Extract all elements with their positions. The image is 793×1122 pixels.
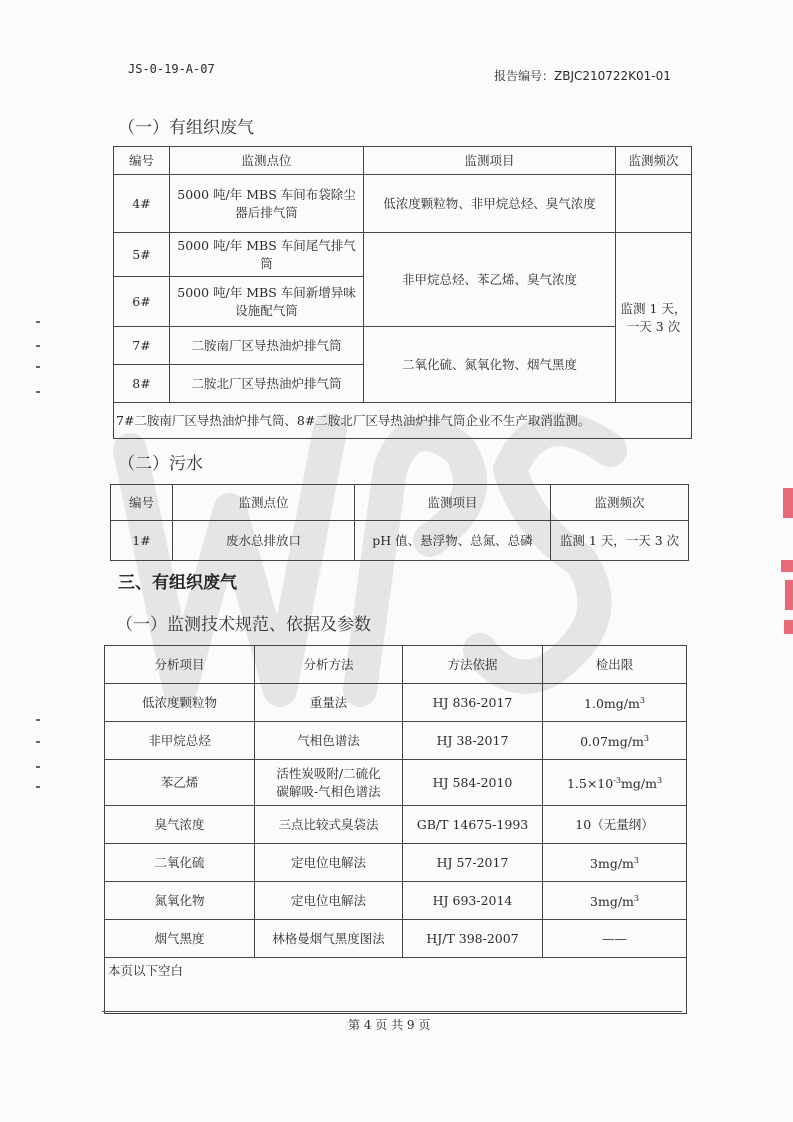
row-items: 低浓度颗粒物、非甲烷总烃、臭气浓度 — [364, 175, 616, 233]
report-number: 报告编号：ZBJC210722K01-01 — [494, 69, 671, 83]
row-basis: HJ 57-2017 — [403, 844, 543, 882]
row-item: 氮氧化物 — [105, 882, 255, 920]
scan-mark — [36, 741, 40, 743]
row-location: 5000 吨/年 MBS 车间尾气排气筒 — [170, 233, 364, 277]
row-id: 4# — [114, 175, 170, 233]
row-method: 活性炭吸附/二硫化碳解吸-气相色谱法 — [255, 760, 403, 806]
row-items: pH 值、悬浮物、总氮、总磷 — [355, 521, 551, 561]
table-row — [105, 882, 687, 920]
page-number: 第 4 页 共 9 页 — [348, 1018, 431, 1032]
row-limit — [543, 882, 687, 920]
row-basis: HJ 693-2014 — [403, 882, 543, 920]
scan-mark — [36, 719, 40, 721]
col-header-method: 分析方法 — [255, 646, 403, 684]
section-title-three: 三、有组织废气 — [118, 573, 237, 593]
stamp-fragment — [783, 488, 793, 518]
table-row — [105, 760, 687, 806]
col-header-items: 监测项目 — [364, 147, 616, 175]
doc-code: JS-0-19-A-07 — [128, 62, 215, 76]
row-method: 定电位电解法 — [255, 844, 403, 882]
stamp-fragment — [781, 560, 793, 572]
section-subtitle-params: （一）监测技术规范、依据及参数 — [116, 615, 371, 635]
frequency-line1: 监测 1 天， — [620, 300, 687, 316]
row-frequency: 监测 1 天，一天 3 次 — [551, 521, 689, 561]
limit-value: 3mg/m — [590, 856, 634, 872]
col-header-location: 监测点位 — [170, 147, 364, 175]
analysis-params-table — [104, 645, 687, 1014]
scan-mark — [36, 391, 40, 393]
row-id: 7# — [114, 327, 170, 365]
row-limit — [543, 722, 687, 760]
limit-value: 3mg/m — [590, 894, 634, 910]
limit-unit-exp: 3 — [643, 733, 649, 743]
row-item: 烟气黑度 — [105, 920, 255, 958]
table-row — [114, 327, 692, 365]
row-method: 定电位电解法 — [255, 882, 403, 920]
limit-unit-exp: 3 — [633, 855, 639, 865]
limit-unit-exp: 3 — [656, 775, 663, 785]
row-location: 5000 吨/年 MBS 车间新增异味设施配气筒 — [170, 277, 364, 327]
row-location: 二胺南厂区导热油炉排气筒 — [170, 327, 364, 365]
wastewater-table — [110, 484, 689, 561]
row-item: 二氧化硫 — [105, 844, 255, 882]
row-id: 5# — [114, 233, 170, 277]
row-id: 1# — [111, 521, 173, 561]
table-row — [105, 920, 687, 958]
row-basis: GB/T 14675-1993 — [403, 806, 543, 844]
row-items: 二氧化硫、氮氧化物、烟气黑度 — [364, 327, 616, 403]
limit-value: 1.5×10 — [566, 776, 614, 792]
table-note: 7#二胺南厂区导热油炉排气筒、8#二胺北厂区导热油炉排气筒企业不生产取消监测。 — [114, 403, 692, 439]
row-method: 三点比较式臭袋法 — [255, 806, 403, 844]
row-limit — [543, 684, 687, 722]
section-title-organized-gas: （一）有组织废气 — [118, 118, 254, 138]
col-header-items: 监测项目 — [355, 485, 551, 521]
row-item: 非甲烷总烃 — [105, 722, 255, 760]
limit-value: 0.07mg/m — [580, 734, 644, 750]
table-header-row — [105, 646, 687, 684]
scan-mark — [36, 366, 40, 368]
row-item: 苯乙烯 — [105, 760, 255, 806]
row-item: 臭气浓度 — [105, 806, 255, 844]
row-limit — [543, 844, 687, 882]
limit-unit: mg/m — [621, 776, 657, 792]
scan-mark — [36, 766, 40, 768]
limit-unit-exp: 3 — [633, 893, 639, 903]
table-row — [114, 175, 692, 233]
row-limit: 10（无量纲） — [543, 806, 687, 844]
table-note-row — [114, 403, 692, 439]
scan-mark — [36, 345, 40, 347]
table-row — [105, 844, 687, 882]
row-basis: HJ/T 398-2007 — [403, 920, 543, 958]
table-header-row — [114, 147, 692, 175]
limit-unit-exp: 3 — [639, 695, 645, 705]
stamp-fragment — [785, 580, 793, 610]
row-method: 林格曼烟气黑度图法 — [255, 920, 403, 958]
limit-value: 1.0mg/m — [584, 696, 640, 712]
row-id: 8# — [114, 365, 170, 403]
row-location: 二胺北厂区导热油炉排气筒 — [170, 365, 364, 403]
row-basis: HJ 836-2017 — [403, 684, 543, 722]
col-header-id: 编号 — [111, 485, 173, 521]
stamp-fragment — [784, 620, 793, 634]
row-items: 非甲烷总烃、苯乙烯、臭气浓度 — [364, 233, 616, 327]
table-row — [105, 806, 687, 844]
scan-mark — [36, 786, 40, 788]
row-location: 5000 吨/年 MBS 车间布袋除尘器后排气筒 — [170, 175, 364, 233]
col-header-id: 编号 — [114, 147, 170, 175]
footer-divider — [102, 1011, 682, 1012]
table-header-row — [111, 485, 689, 521]
col-header-basis: 方法依据 — [403, 646, 543, 684]
row-item: 低浓度颗粒物 — [105, 684, 255, 722]
table-row — [105, 722, 687, 760]
blank-note: 本页以下空白 — [105, 958, 687, 1014]
row-method: 气相色谱法 — [255, 722, 403, 760]
row-id: 6# — [114, 277, 170, 327]
table-row — [111, 521, 689, 561]
row-frequency-empty — [616, 175, 692, 233]
col-header-item: 分析项目 — [105, 646, 255, 684]
row-basis: HJ 584-2010 — [403, 760, 543, 806]
row-location: 废水总排放口 — [173, 521, 355, 561]
table-row — [105, 684, 687, 722]
organized-gas-table — [113, 146, 692, 439]
limit-exp: -3 — [613, 775, 622, 785]
section-title-wastewater: （二）污水 — [118, 454, 203, 474]
row-limit — [543, 760, 687, 806]
col-header-frequency: 监测频次 — [616, 147, 692, 175]
scan-mark — [36, 321, 40, 323]
col-header-limit: 检出限 — [543, 646, 687, 684]
col-header-location: 监测点位 — [173, 485, 355, 521]
row-frequency — [616, 233, 692, 403]
col-header-frequency: 监测频次 — [551, 485, 689, 521]
frequency-line2: 一天 3 次 — [626, 318, 681, 334]
table-row — [114, 233, 692, 277]
blank-note-row — [105, 958, 687, 1014]
row-method: 重量法 — [255, 684, 403, 722]
row-basis: HJ 38-2017 — [403, 722, 543, 760]
row-limit: —— — [543, 920, 687, 958]
